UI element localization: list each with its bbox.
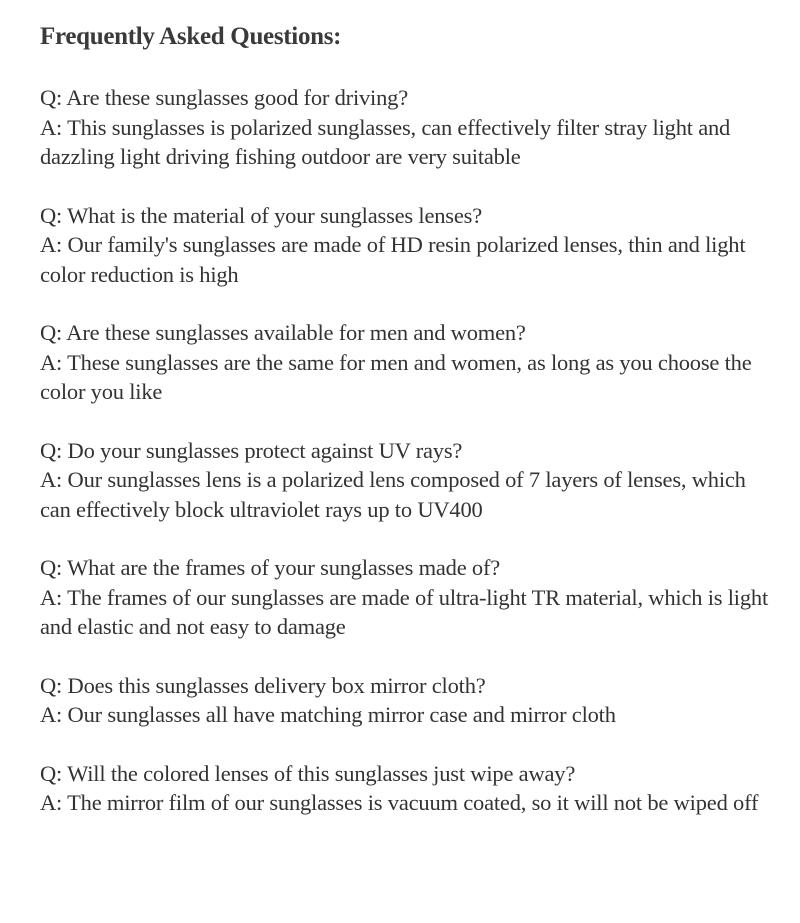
faq-question: Q: Does this sunglasses delivery box mirror cloth?: [40, 672, 486, 698]
faq-item: [40, 318, 770, 407]
faq-item: [40, 83, 770, 172]
faq-question: Q: Are these sunglasses available for men and women?: [40, 320, 526, 345]
faq-answer: A: Our family's sunglasses are made of HD resin polarized lenses, thin and light color reduction is high: [40, 232, 746, 287]
faq-item: [40, 201, 770, 290]
faq-answer: A: The mirror film of our sunglasses is vacuum coated, so it will not be wiped off: [40, 790, 759, 815]
faq-answer: A: This sunglasses is polarized sunglasses, can effectively filter stray light and dazzling light driving fishing outdoor are very suitable: [40, 114, 731, 169]
page-title: Frequently Asked Questions:: [40, 23, 342, 50]
faq-question: Q: Will the colored lenses of this sunglasses just wipe away?: [40, 760, 576, 786]
faq-question: Q: What are the frames of your sunglasses made of?: [40, 555, 501, 580]
faq-answer: A: Our sunglasses lens is a polarized lens composed of 7 layers of lenses, which can effectively block ultraviolet rays up to UV400: [40, 467, 746, 522]
faq-item: [40, 553, 770, 642]
faq-question: Q: What is the material of your sunglasses lenses?: [40, 202, 482, 228]
faq-answer: A: These sunglasses are the same for men and women, as long as you choose the color you like: [40, 349, 752, 404]
faq-answer: A: The frames of our sunglasses are made of ultra-light TR material, which is light and elastic and not easy to damage: [40, 584, 769, 639]
faq-question: Q: Do your sunglasses protect against UV rays?: [40, 437, 463, 463]
faq-item: [40, 436, 770, 525]
faq-page: [40, 20, 770, 847]
faq-answer: A: Our sunglasses all have matching mirror case and mirror cloth: [40, 702, 616, 727]
faq-item: [40, 759, 770, 818]
faq-item: [40, 671, 770, 730]
faq-question: Q: Are these sunglasses good for driving?: [40, 85, 408, 110]
